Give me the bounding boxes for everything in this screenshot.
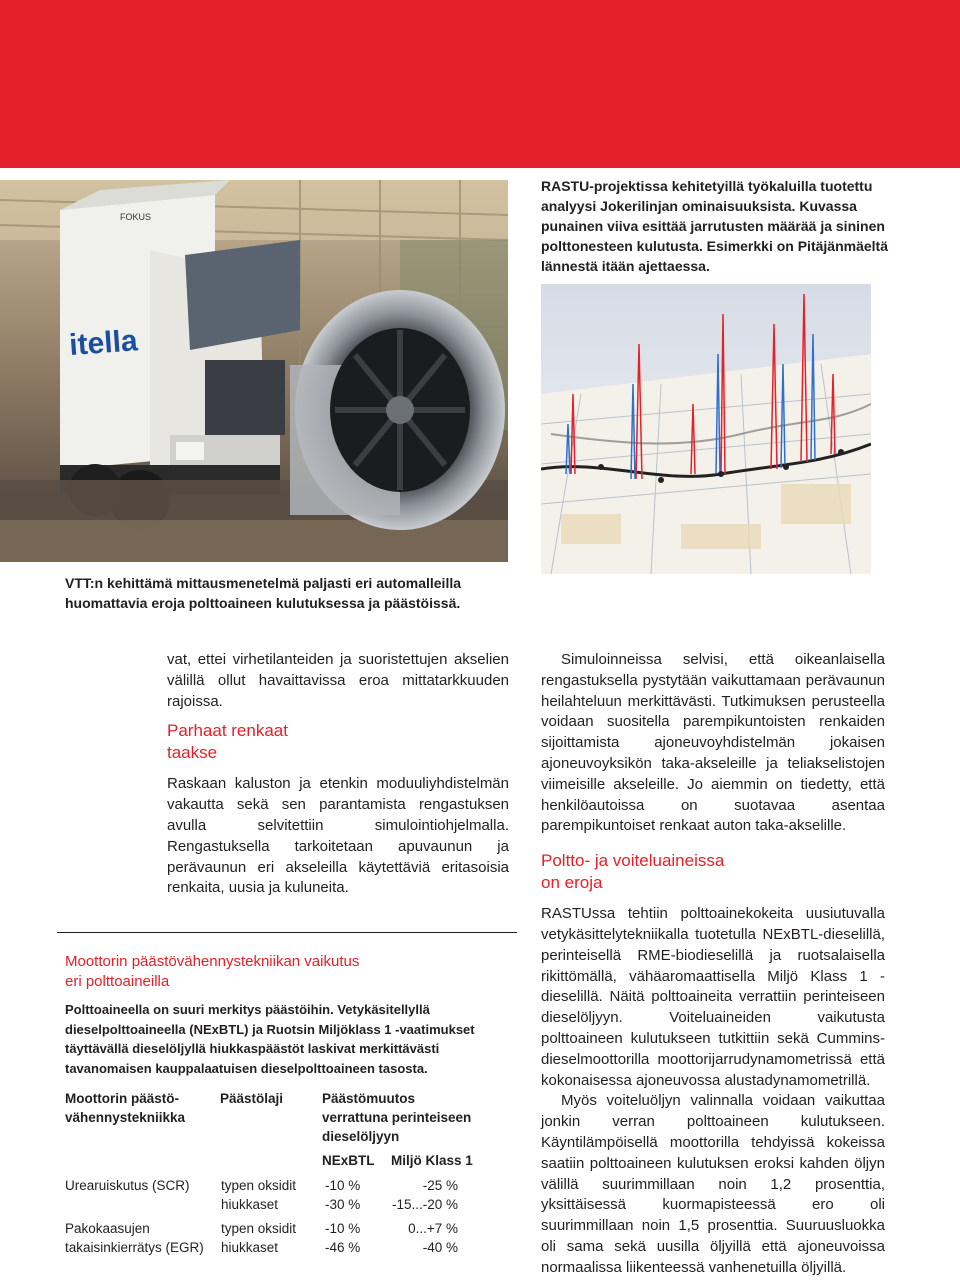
heading-fuels-line-1: Poltto- ja voiteluaineissa: [541, 851, 725, 871]
table-header-change-1: Päästömuutos: [322, 1091, 416, 1106]
table-row-egr-miljo-1: 0...+7 %: [408, 1221, 458, 1236]
section-heading-tires: [167, 720, 509, 764]
table-row-scr-nexbtl-1: -10 %: [325, 1178, 361, 1193]
table-subheader-miljo: Miljö Klass 1: [391, 1153, 473, 1168]
table-row-egr-miljo-2: -40 %: [422, 1240, 458, 1255]
truck-photo-illustration: [0, 180, 508, 562]
heading-tires-line-1: Parhaat renkaat: [167, 721, 288, 741]
right-paragraph-2: RASTUssa tehtiin polttoainekokeita uusiutuvalla vetykäsittelytekniikalla tuotetulla NExBTL-dieselillä, perinteisellä RME-biodieselillä ja ruotsalaisella rikittömällä, vähäaromaattisella Miljö Klass 1 -dieselillä. Näitä polttoaineita verrattiin perinteiseen dieselöljyyn. Voiteluaineiden vaikutusta polttoaineen kulutukseen tutkittiin sekä Cummins-dieselmoottorilla moottorijarrudynamometrissä että kokonaisessa ajoneuvossa alustadynamometrillä.: [541, 905, 885, 1089]
middle-paragraph-1: vat, ettei virhetilanteiden ja suoristettujen akselien välillä ollut havaittavissa eroa mittatarkkuuden rajoissa.: [167, 651, 509, 710]
truck-photo-caption: VTT:n kehittämä mittausmenetelmä paljasti eri automalleilla huomattavia eroja polttoaineen kulutuksessa ja päästöissä.: [65, 575, 462, 611]
heading-fuels-line-2: on eroja: [541, 873, 603, 893]
heading-tires-line-2: taakse: [167, 743, 218, 763]
section-heading-fuels: [541, 850, 885, 894]
table-row-egr-tech-2: takaisinkierrätys (EGR): [65, 1240, 204, 1255]
table-row-scr-type-2: hiukkaset: [221, 1197, 279, 1212]
box-divider: [57, 932, 517, 933]
table-header-tech-2: vähennystekniikka: [65, 1110, 186, 1125]
box-heading-line-1: Moottorin päästövähennystekniikan vaikutus: [65, 953, 360, 970]
truck-brand-text: itella: [68, 324, 139, 362]
table-header-change-3: dieselöljyyn: [322, 1129, 400, 1144]
right-column: [541, 650, 885, 1279]
table-row-egr-nexbtl-2: -46 %: [325, 1240, 361, 1255]
map-analysis-image: [541, 284, 871, 574]
truck-side-text: FOKUS: [120, 212, 152, 222]
box-intro-text: Polttoaineella on suuri merkitys päästöihin. Vetykäsitellyllä dieselpolttoaineella (NExBTL) ja Ruotsin Miljöklass 1 -vaatimukset täyttävällä dieselöljyllä hiukkaspäästöt laskivat merkittävästi tavanomaisen kauppalaatuisen dieselpolttoaineen tasosta.: [65, 1002, 475, 1076]
middle-column: [167, 650, 509, 899]
table-header-change-2: verrattuna perinteiseen: [322, 1110, 472, 1125]
table-subheader-nexbtl: NExBTL: [322, 1153, 375, 1168]
table-row-scr-miljo-1: -25 %: [422, 1178, 458, 1193]
table-header-tech-1: Moottorin päästö-: [65, 1091, 179, 1106]
table-row-scr-miljo-2: -15...-20 %: [391, 1197, 458, 1212]
truck-dynamometer-photo: [0, 180, 508, 562]
right-paragraph-3: Myös voiteluöljyn valinnalla voidaan vaikuttaa jonkin verran polttoaineen kulutukseen. Käyntilämpöisellä moottorilla tehdyissä kokeissa saatiin polttoaineen kulutuksen eroksi kahden öljyn välillä suurimmillaan noin 1,2 prosenttia, yksittäisessä kuormapisteessä ero oli suurimmillaan noin 1,5 prosenttia. Suuruusluokka oli sama sekä uusilla öljyillä että ajoneuvoissa normaalissa liikenteessä vanhenetuilla öljyillä.: [541, 1092, 885, 1276]
top-red-band: [0, 0, 960, 168]
table-row-egr-nexbtl-1: -10 %: [325, 1221, 361, 1236]
box-heading: [65, 952, 505, 992]
right-paragraph-1: Simuloinneissa selvisi, että oikeanlaisella rengastuksella pystytään vaikuttamaan perävaunun heilahteluun merkittävästi. Tutkimuksen perusteella voidaan suositella parempikuntoisten renkaiden sijoittamista ajoneuvoyhdistelmän jokaisen ajoneuvoyksikön taka-akseleille ja teliakselistojen viimeisille akseleille. Jo aiemmin on tiedetty, että henkilöautoissa on suotavaa asentaa parempikuntoiset renkaat auton taka-akselille.: [541, 651, 885, 835]
middle-paragraph-2: Raskaan kaluston ja etenkin moduuliyhdistelmän vakautta sekä sen parantamista rengastuksen avulla selvitettiin simulointiohjelmalla. Rengastuksella tarkoitetaan apuvaunun ja perävaunun eri akseleilla käytettäviä eritasoisia renkaita, uusia ja kuluneita.: [167, 775, 509, 897]
table-row-egr-tech-1: Pakokaasujen: [65, 1221, 150, 1236]
table-row-egr-type-1: typen oksidit: [221, 1221, 297, 1236]
table-row-scr-type-1: typen oksidit: [221, 1178, 297, 1193]
map-3d-illustration: [541, 284, 871, 574]
table-row-egr-type-2: hiukkaset: [221, 1240, 279, 1255]
map-image-caption: RASTU-projektissa kehitetyillä työkaluilla tuotettu analyysi Jokerilinjan ominaisuuksista. Kuvassa punainen viiva esittää jarrutusten määrää ja sininen polttonesteen kulutusta. Esimerkki on Pitäjänmäeltä lännestä itään ajettaessa.: [541, 178, 888, 274]
box-heading-line-2: eri polttoaineilla: [65, 973, 170, 990]
table-row-scr-nexbtl-2: -30 %: [325, 1197, 361, 1212]
table-header-type: Päästölaji: [220, 1091, 284, 1106]
table-row-scr-tech: Urearuiskutus (SCR): [65, 1178, 190, 1193]
